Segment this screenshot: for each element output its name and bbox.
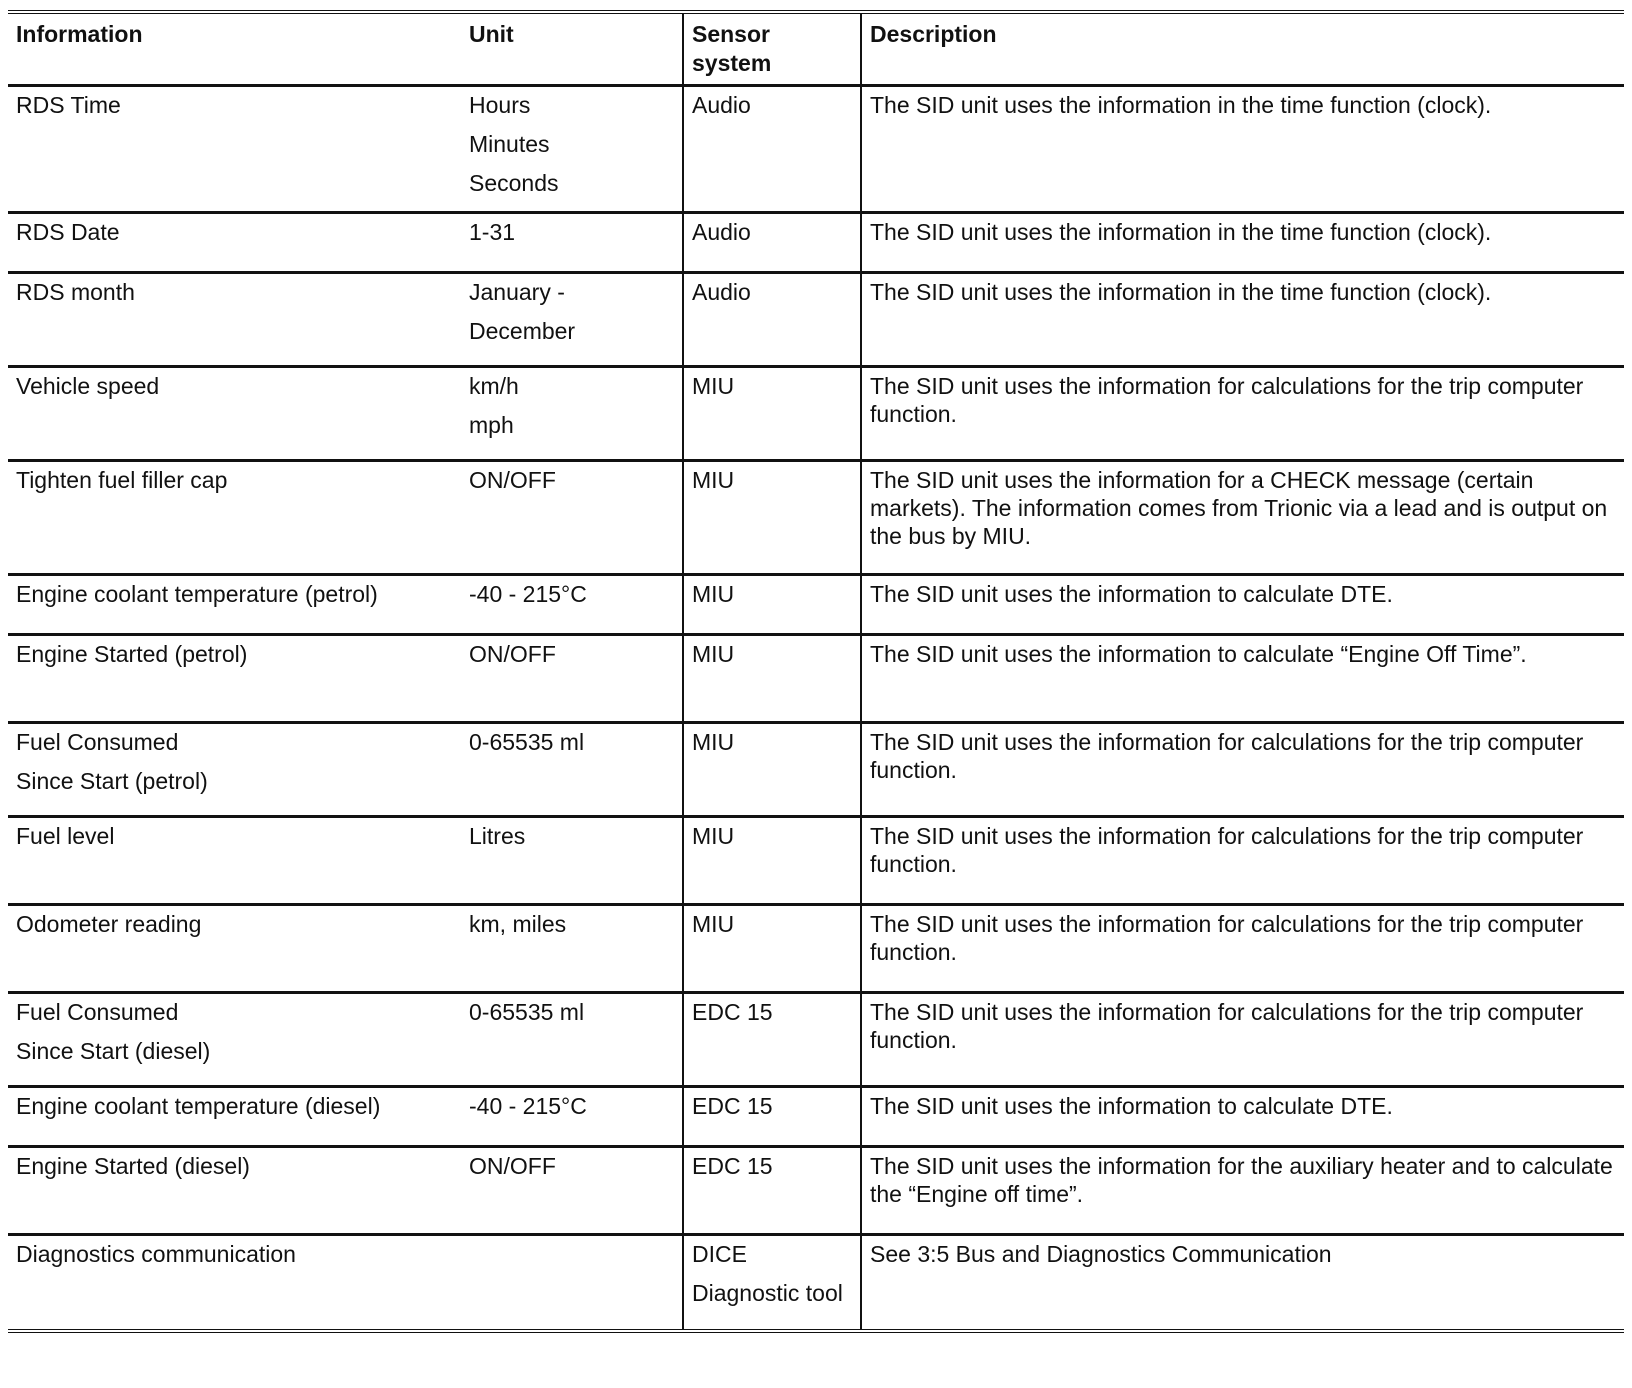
cell-sensor-system (683, 1235, 861, 1331)
cell-unit-line: 0-65535 ml (469, 999, 585, 1025)
cell-unit-line: Litres (469, 823, 526, 849)
cell-sensor-system-line: MIU (692, 581, 735, 607)
cell-description-text: The SID unit uses the information to calculate “Engine Off Time”. (870, 641, 1527, 667)
cell-sensor-system (683, 905, 861, 993)
cell-information-line: Vehicle speed (16, 373, 160, 399)
cell-information (8, 273, 461, 367)
header-description: Description (861, 12, 1624, 86)
cell-unit (461, 575, 683, 635)
cell-information (8, 461, 461, 575)
cell-unit (461, 1147, 683, 1235)
table-row (8, 993, 1624, 1087)
cell-description-text: The SID unit uses the information for a CHECK message (certain markets). The information comes from Trionic via a lead and is output on the bus by MIU. (870, 467, 1608, 550)
cell-information-line: Fuel level (16, 823, 115, 849)
cell-information-line: Since Start (diesel) (16, 1037, 211, 1064)
sensor-info-table (8, 10, 1624, 1333)
cell-sensor-system (683, 213, 861, 273)
cell-unit-line: Minutes (469, 130, 550, 157)
cell-description (861, 86, 1624, 213)
cell-sensor-system-line: MIU (692, 641, 735, 667)
cell-description (861, 1235, 1624, 1331)
cell-unit-line: December (469, 317, 576, 344)
cell-sensor-system-line: MIU (692, 729, 735, 755)
cell-sensor-system (683, 1147, 861, 1235)
cell-unit (461, 635, 683, 723)
cell-description (861, 905, 1624, 993)
cell-information-line: Engine Started (petrol) (16, 641, 248, 667)
cell-information-line: Since Start (petrol) (16, 767, 208, 794)
cell-unit (461, 993, 683, 1087)
cell-information (8, 1087, 461, 1147)
cell-description (861, 1087, 1624, 1147)
cell-unit (461, 817, 683, 905)
cell-information (8, 635, 461, 723)
cell-unit-line: ON/OFF (469, 641, 556, 667)
header-information: Information (16, 21, 143, 47)
cell-description (861, 723, 1624, 817)
cell-unit-line: ON/OFF (469, 1153, 556, 1179)
cell-description (861, 273, 1624, 367)
cell-information-line: Engine coolant temperature (diesel) (16, 1093, 381, 1119)
cell-unit-line: Hours (469, 92, 531, 118)
cell-description-text: The SID unit uses the information to calculate DTE. (870, 581, 1393, 607)
cell-sensor-system-line: MIU (692, 373, 735, 399)
table-row (8, 575, 1624, 635)
header-sensor-system: Sensor system (683, 12, 861, 86)
table-row (8, 461, 1624, 575)
table-row (8, 817, 1624, 905)
cell-information (8, 575, 461, 635)
table-row (8, 273, 1624, 367)
table-header (8, 12, 1624, 86)
cell-unit-line: 0-65535 ml (469, 729, 585, 755)
cell-sensor-system (683, 1087, 861, 1147)
cell-description-text: The SID unit uses the information for the auxiliary heater and to calculate the “Engine off time”. (870, 1153, 1613, 1208)
cell-unit-line: km, miles (469, 911, 567, 937)
cell-unit-line: mph (469, 411, 514, 438)
cell-unit-line: Seconds (469, 169, 559, 196)
cell-description (861, 635, 1624, 723)
cell-information (8, 1235, 461, 1331)
table-row (8, 1147, 1624, 1235)
table-row (8, 635, 1624, 723)
cell-description-text: The SID unit uses the information for calculations for the trip computer function. (870, 373, 1584, 428)
cell-information-line: RDS Time (16, 92, 121, 118)
cell-description (861, 817, 1624, 905)
cell-information-line: Fuel Consumed (16, 999, 179, 1025)
cell-information-line: Fuel Consumed (16, 729, 179, 755)
cell-information (8, 367, 461, 461)
cell-description-text: The SID unit uses the information in the time function (clock). (870, 219, 1492, 245)
cell-sensor-system (683, 635, 861, 723)
cell-information-line: RDS month (16, 279, 135, 305)
cell-sensor-system-line: EDC 15 (692, 1153, 773, 1179)
cell-sensor-system-line: DICE (692, 1241, 747, 1267)
cell-sensor-system (683, 575, 861, 635)
cell-information-line: Odometer reading (16, 911, 202, 937)
cell-sensor-system-line: MIU (692, 823, 735, 849)
cell-description (861, 993, 1624, 1087)
table-row (8, 1087, 1624, 1147)
cell-unit-line: 1-31 (469, 219, 516, 245)
table-row (8, 1235, 1624, 1331)
table-row (8, 86, 1624, 213)
cell-unit (461, 86, 683, 213)
cell-sensor-system (683, 817, 861, 905)
header-row (8, 12, 1624, 86)
cell-unit-line: -40 - 215°C (469, 1093, 587, 1119)
cell-description (861, 213, 1624, 273)
table-row (8, 367, 1624, 461)
cell-sensor-system-line: Audio (692, 219, 751, 245)
cell-description-text: The SID unit uses the information for calculations for the trip computer function. (870, 729, 1584, 784)
cell-sensor-system-line: Diagnostic tool (692, 1279, 843, 1306)
cell-information-line: RDS Date (16, 219, 120, 245)
cell-sensor-system-line: EDC 15 (692, 999, 773, 1025)
cell-sensor-system-line: MIU (692, 467, 735, 493)
cell-unit (461, 273, 683, 367)
cell-information (8, 905, 461, 993)
cell-description (861, 575, 1624, 635)
cell-unit (461, 905, 683, 993)
cell-sensor-system (683, 273, 861, 367)
cell-information-line: Diagnostics communication (16, 1241, 296, 1267)
header-unit: Unit (469, 21, 514, 47)
table-row (8, 905, 1624, 993)
cell-sensor-system-line: EDC 15 (692, 1093, 773, 1119)
cell-information (8, 993, 461, 1087)
cell-description-text: The SID unit uses the information to calculate DTE. (870, 1093, 1393, 1119)
cell-information (8, 723, 461, 817)
cell-sensor-system (683, 367, 861, 461)
cell-information (8, 86, 461, 213)
cell-unit-line: January - (469, 279, 565, 305)
cell-unit (461, 367, 683, 461)
table-body (8, 86, 1624, 1331)
cell-unit (461, 1087, 683, 1147)
cell-sensor-system-line: MIU (692, 911, 735, 937)
cell-description (861, 367, 1624, 461)
cell-description-text: The SID unit uses the information in the time function (clock). (870, 279, 1492, 305)
cell-description-text: The SID unit uses the information in the time function (clock). (870, 92, 1492, 118)
cell-sensor-system (683, 461, 861, 575)
cell-unit-line: km/h (469, 373, 519, 399)
cell-description-text: The SID unit uses the information for calculations for the trip computer function. (870, 823, 1584, 878)
cell-description (861, 461, 1624, 575)
cell-information-line: Engine Started (diesel) (16, 1153, 250, 1179)
cell-description (861, 1147, 1624, 1235)
cell-sensor-system (683, 993, 861, 1087)
cell-unit (461, 723, 683, 817)
cell-unit (461, 1235, 683, 1331)
table-row (8, 213, 1624, 273)
cell-sensor-system-line: Audio (692, 279, 751, 305)
cell-unit (461, 213, 683, 273)
cell-description-text: See 3:5 Bus and Diagnostics Communication (870, 1241, 1332, 1267)
cell-unit-line: -40 - 215°C (469, 581, 587, 607)
cell-unit-line: ON/OFF (469, 467, 556, 493)
cell-information (8, 1147, 461, 1235)
cell-information (8, 213, 461, 273)
cell-description-text: The SID unit uses the information for calculations for the trip computer function. (870, 999, 1584, 1054)
cell-sensor-system (683, 723, 861, 817)
cell-information-line: Engine coolant temperature (petrol) (16, 581, 378, 607)
cell-sensor-system-line: Audio (692, 92, 751, 118)
cell-information-line: Tighten fuel filler cap (16, 467, 228, 493)
cell-unit (461, 461, 683, 575)
cell-information (8, 817, 461, 905)
cell-description-text: The SID unit uses the information for calculations for the trip computer function. (870, 911, 1584, 966)
cell-sensor-system (683, 86, 861, 213)
table-row (8, 723, 1624, 817)
